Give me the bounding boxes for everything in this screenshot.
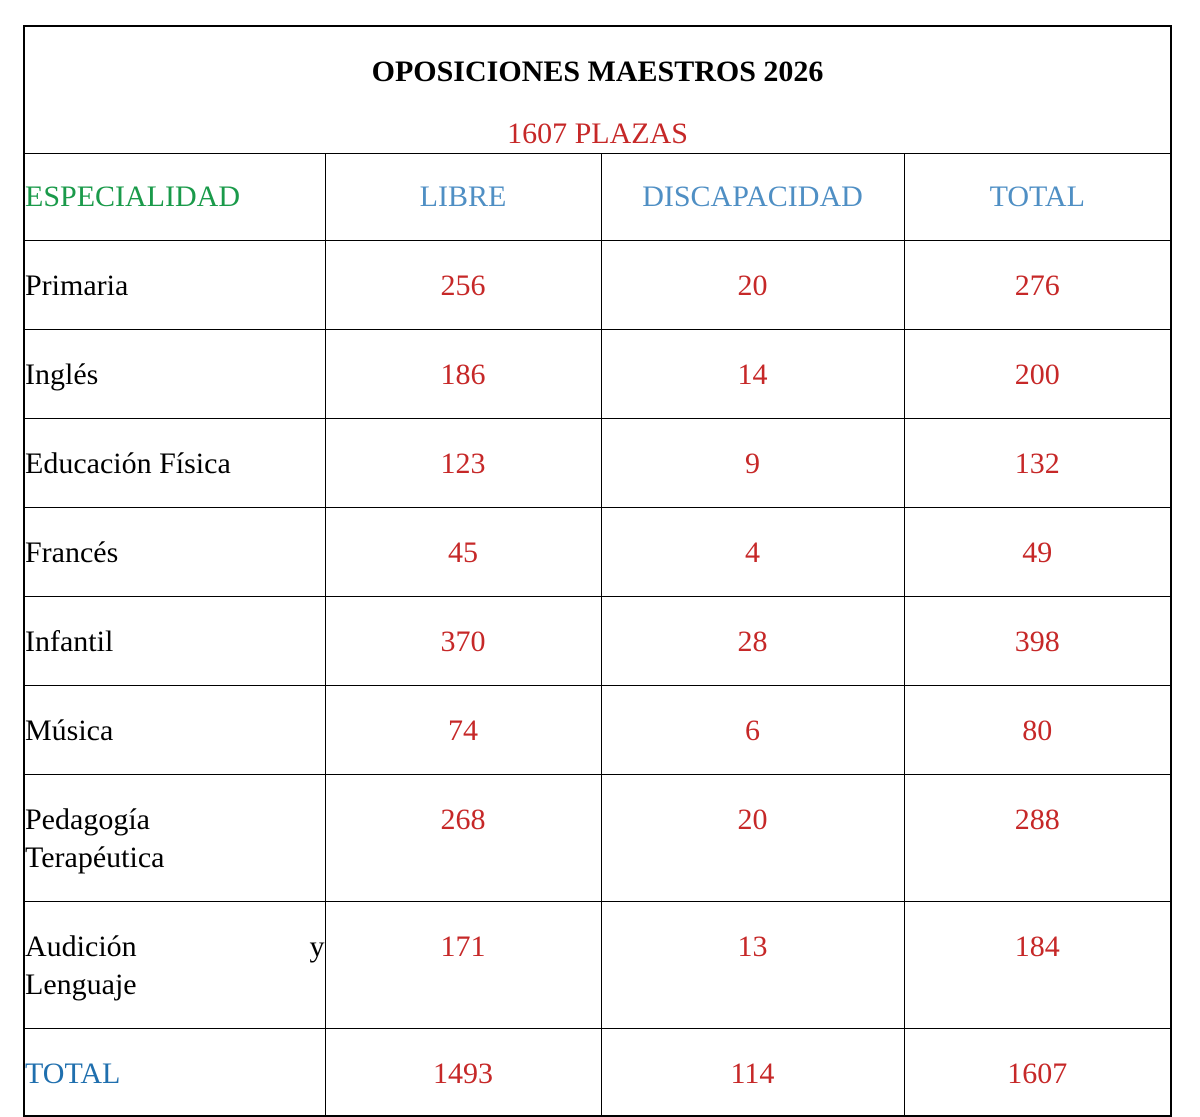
total-cell: 49 [904, 508, 1171, 597]
table-row [24, 330, 1171, 419]
discapacidad-cell: 20 [601, 775, 904, 902]
total-cell: 200 [904, 330, 1171, 419]
discapacidad-cell: 28 [601, 597, 904, 686]
especialidad-cell: Educación Física [24, 419, 325, 508]
header-row [24, 154, 1171, 241]
document-subtitle: 1607 PLAZAS [507, 117, 688, 150]
header-discapacidad: DISCAPACIDAD [601, 154, 904, 241]
discapacidad-cell: 14 [601, 330, 904, 419]
total-cell: 132 [904, 419, 1171, 508]
totals-total: 1607 [904, 1029, 1171, 1117]
total-cell: 398 [904, 597, 1171, 686]
total-cell: 184 [904, 902, 1171, 1029]
table-row [24, 241, 1171, 330]
total-cell: 288 [904, 775, 1171, 902]
libre-cell: 171 [325, 902, 601, 1029]
especialidad-cell: Infantil [24, 597, 325, 686]
table-row [24, 902, 1171, 1029]
especialidad-cell: Música [24, 686, 325, 775]
header-libre: LIBRE [325, 154, 601, 241]
total-cell: 276 [904, 241, 1171, 330]
totals-discapacidad: 114 [601, 1029, 904, 1117]
table-row [24, 686, 1171, 775]
discapacidad-cell: 6 [601, 686, 904, 775]
document-title: OPOSICIONES MAESTROS 2026 [371, 55, 824, 88]
libre-cell: 45 [325, 508, 601, 597]
discapacidad-cell: 20 [601, 241, 904, 330]
libre-cell: 186 [325, 330, 601, 419]
totals-label: TOTAL [24, 1029, 325, 1117]
table-row [24, 597, 1171, 686]
libre-cell: 74 [325, 686, 601, 775]
especialidad-word: Audición [25, 930, 137, 963]
especialidad-word: y [309, 930, 325, 963]
libre-cell: 256 [325, 241, 601, 330]
total-cell: 80 [904, 686, 1171, 775]
table-row [24, 508, 1171, 597]
discapacidad-cell: 4 [601, 508, 904, 597]
especialidad-cell [24, 902, 325, 1029]
header-total: TOTAL [904, 154, 1171, 241]
table-row [24, 419, 1171, 508]
title-cell [24, 26, 1171, 154]
libre-cell: 268 [325, 775, 601, 902]
libre-cell: 123 [325, 419, 601, 508]
especialidad-cell [24, 775, 325, 902]
libre-cell: 370 [325, 597, 601, 686]
title-row [24, 26, 1171, 154]
especialidad-line: Pedagogía [25, 803, 150, 836]
header-especialidad: ESPECIALIDAD [24, 154, 325, 241]
plazas-table [23, 25, 1172, 1117]
especialidad-line [25, 928, 325, 966]
totals-row [24, 1029, 1171, 1117]
especialidad-cell: Inglés [24, 330, 325, 419]
table-row [24, 775, 1171, 902]
especialidad-cell: Primaria [24, 241, 325, 330]
especialidad-cell: Francés [24, 508, 325, 597]
discapacidad-cell: 9 [601, 419, 904, 508]
especialidad-line: Terapéutica [25, 841, 165, 874]
totals-libre: 1493 [325, 1029, 601, 1117]
discapacidad-cell: 13 [601, 902, 904, 1029]
especialidad-line: Lenguaje [25, 968, 137, 1001]
